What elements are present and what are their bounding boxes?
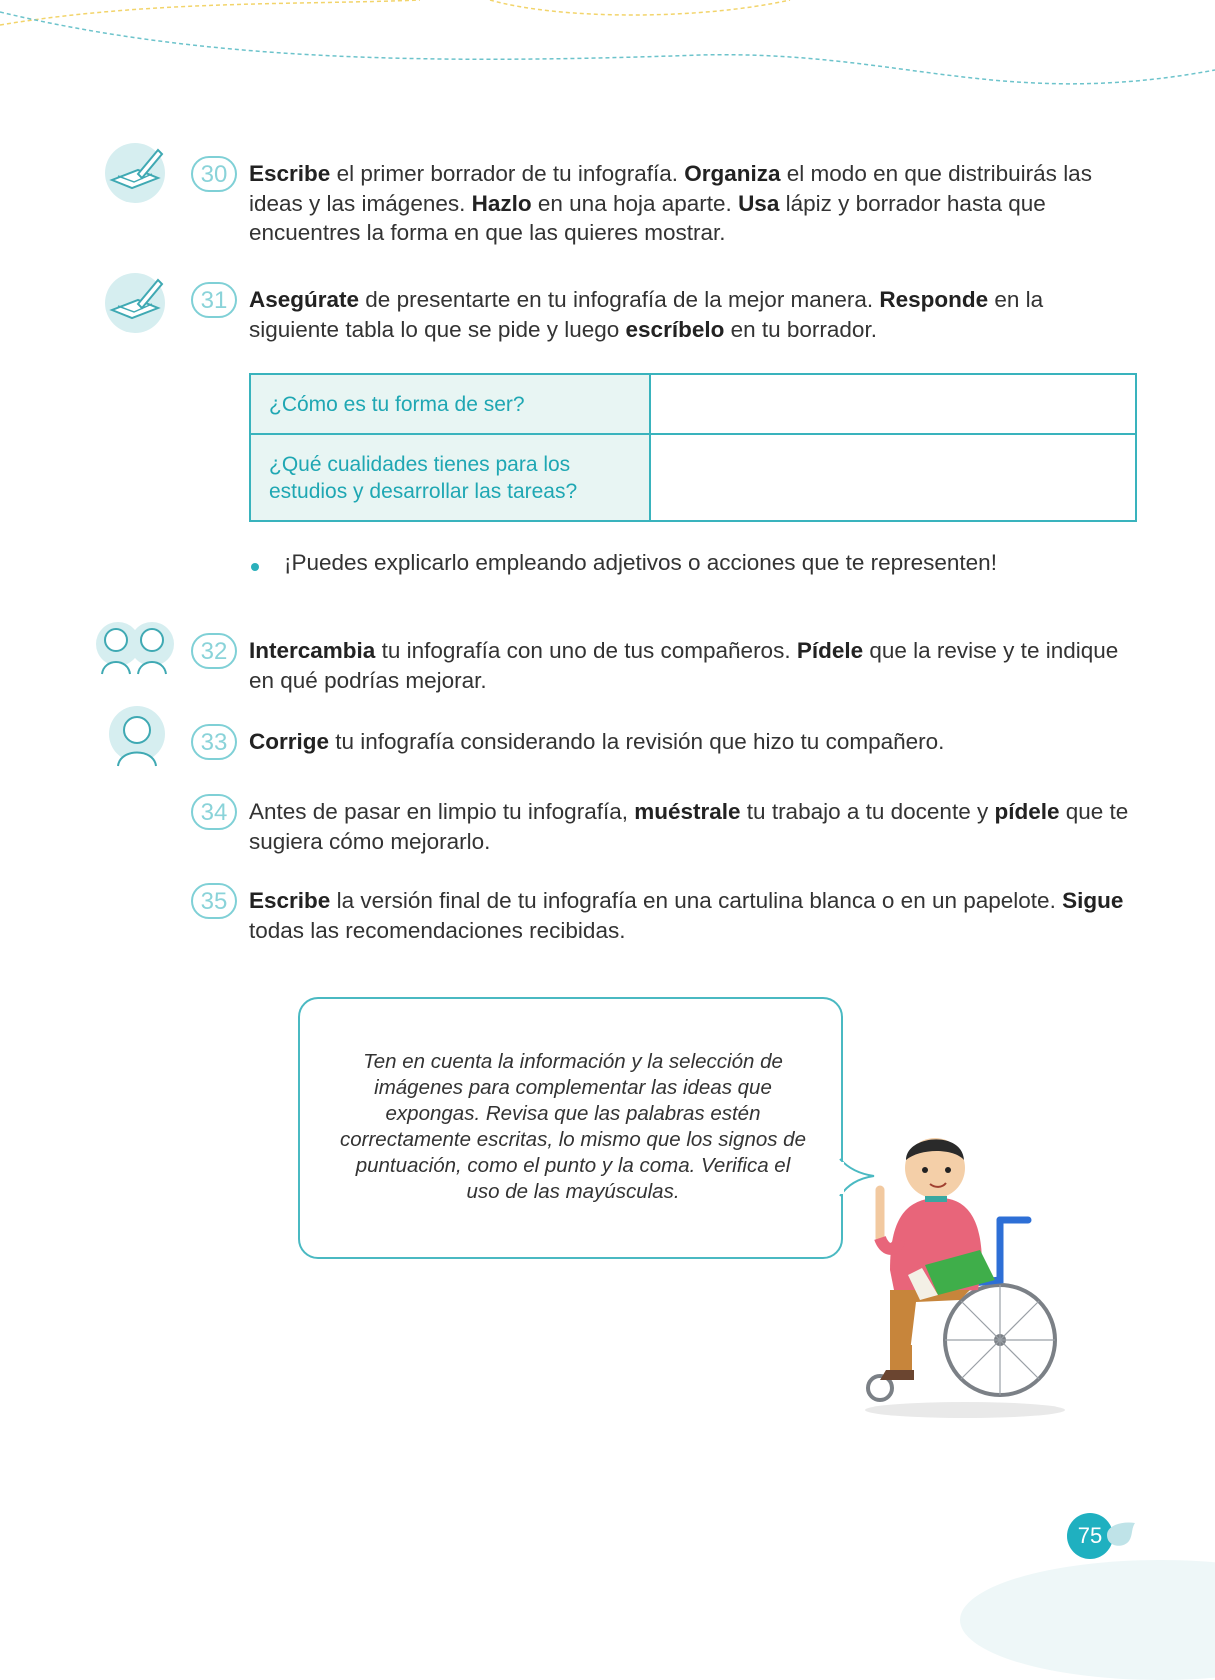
activity-number: 33 bbox=[191, 724, 237, 760]
question-cell: ¿Qué cualidades tienes para los estudios y desarrollar las tareas? bbox=[250, 434, 650, 521]
activity-32-text: Intercambia tu infografía con uno de tus compañeros. Pídele que la revise y te indique en qué podrías mejorar. bbox=[249, 638, 1119, 693]
student-icon bbox=[104, 704, 170, 770]
bullet-icon bbox=[251, 563, 259, 571]
decorative-waves bbox=[0, 0, 1215, 120]
answer-cell[interactable] bbox=[650, 374, 1136, 434]
bullet-text: ¡Puedes explicarlo empleando adjetivos o acciones que te representen! bbox=[284, 550, 997, 575]
boy-wheelchair-illustration bbox=[850, 1130, 1080, 1420]
decorative-blob bbox=[960, 1560, 1215, 1680]
activity-30-text: Escribe el primer borrador de tu infografía. Organiza el modo en que distribuirás las ideas y las imágenes. Hazlo en una hoja aparte. Usa lápiz y borrador hasta que encuentres la forma en que las quieres mostrar. bbox=[249, 161, 1092, 245]
activity-34-text: Antes de pasar en limpio tu infografía, muéstrale tu trabajo a tu docente y pídele que te sugiera cómo mejorarlo. bbox=[249, 799, 1129, 854]
activity-31-text: Asegúrate de presentarte en tu infografía de la mejor manera. Responde en la siguiente tabla lo que se pide y luego escríbelo en tu borrador. bbox=[249, 287, 1044, 342]
speech-text: Ten en cuenta la información y la selección de imágenes para complementar las ideas que expongas. Revisa que las palabras estén correctamente escritas, lo mismo que los signos de puntuación, como el punto y la coma. Verifica el uso de las mayúsculas. bbox=[339, 1050, 806, 1203]
activity-35-text: Escribe la versión final de tu infografía en una cartulina blanca o en un papelote. Sigue todas las recomendaciones recibidas. bbox=[249, 888, 1124, 943]
activity-number: 32 bbox=[191, 633, 237, 669]
pair-students-icon bbox=[96, 614, 176, 680]
activity-number: 31 bbox=[191, 282, 237, 318]
book-pencil-icon bbox=[102, 140, 168, 206]
speech-bubble bbox=[298, 997, 843, 1259]
table-row bbox=[250, 434, 1136, 521]
page-number-drop-icon bbox=[1105, 1521, 1137, 1549]
book-pencil-icon bbox=[102, 270, 168, 336]
answer-cell[interactable] bbox=[650, 434, 1136, 521]
activity-number: 30 bbox=[191, 156, 237, 192]
activity-number: 35 bbox=[191, 883, 237, 919]
question-cell: ¿Cómo es tu forma de ser? bbox=[250, 374, 650, 434]
activity-33-text: Corrige tu infografía considerando la revisión que hizo tu compañero. bbox=[249, 729, 945, 754]
page-number: 75 bbox=[1067, 1513, 1113, 1559]
self-description-table bbox=[249, 373, 1137, 522]
table-row bbox=[250, 374, 1136, 434]
activity-number: 34 bbox=[191, 794, 237, 830]
